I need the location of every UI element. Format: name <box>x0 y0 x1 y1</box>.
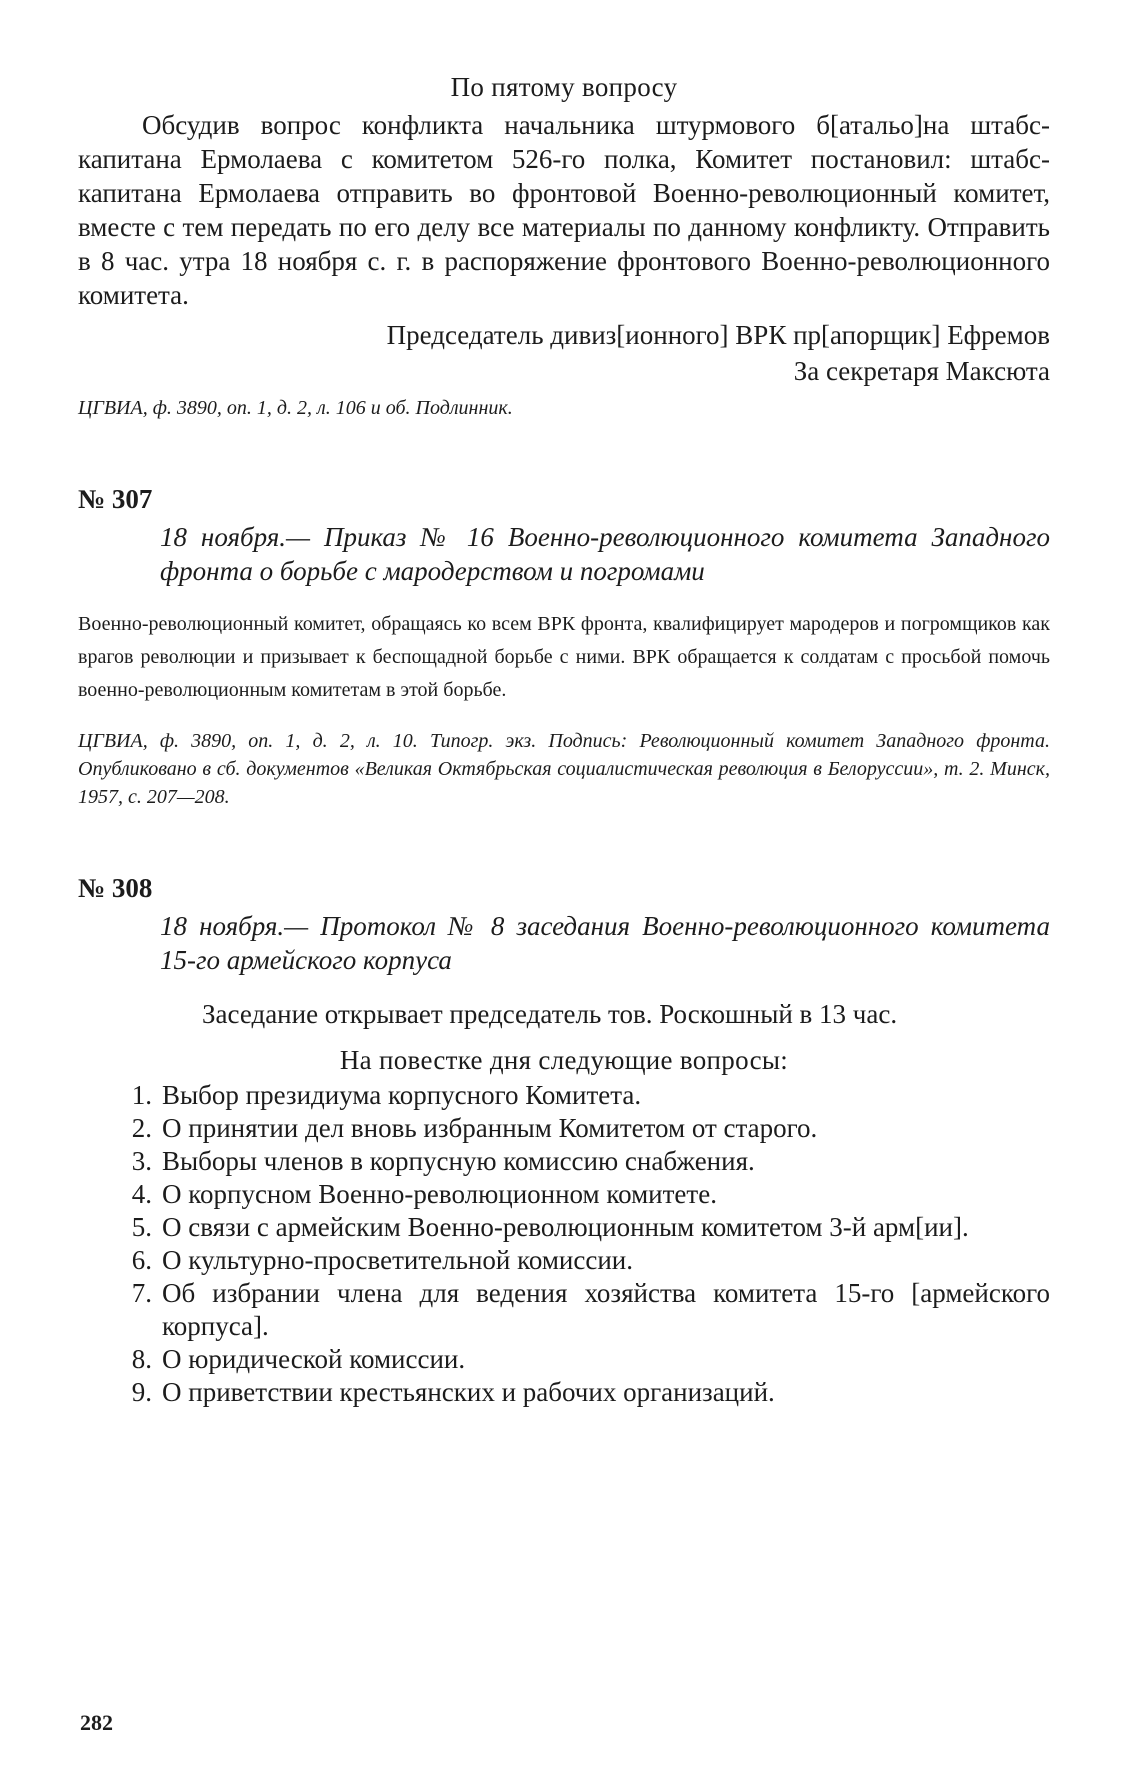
agenda-text: Выборы членов в корпусную комиссию снабжения. <box>162 1146 755 1176</box>
agenda-text: О принятии дел вновь избранным Комитетом от старого. <box>162 1113 818 1143</box>
agenda-number: 3. <box>131 1146 152 1176</box>
agenda-number: 8. <box>131 1344 152 1374</box>
document-heading: 18 ноября.— Протокол № 8 заседания Военно-революционного комитета 15-го армейского корпуса <box>160 911 1050 975</box>
agenda-intro: На повестке дня следующие вопросы: <box>339 1045 789 1075</box>
document-heading: 18 ноября.— Приказ № 16 Военно-революционного комитета Западного фронта о борьбе с мародерством и погромами <box>160 522 1050 586</box>
document-number: № 308 <box>78 873 153 903</box>
agenda-number: 5. <box>131 1212 152 1242</box>
list-item <box>78 1079 1050 1112</box>
agenda-number: 7. <box>131 1278 152 1308</box>
agenda-number: 9. <box>131 1377 152 1407</box>
agenda-number: 4. <box>131 1179 152 1209</box>
page-number: 282 <box>80 1710 113 1735</box>
list-item <box>78 1244 1050 1277</box>
list-item <box>78 1376 1050 1409</box>
agenda-number: 1. <box>131 1080 152 1110</box>
list-item <box>78 1277 1050 1343</box>
agenda-text: О приветствии крестьянских и рабочих организаций. <box>162 1377 775 1407</box>
agenda-number: 2. <box>131 1113 152 1143</box>
archive-source: ЦГВИА, ф. 3890, оп. 1, д. 2, л. 10. Типогр. экз. Подпись: Революционный комитет Западного фронта. Опубликовано в сб. документов «Великая Октябрьская социалистическая революция в Белоруссии», т. 2. Минск, 1957, с. 207—208. <box>78 730 1050 808</box>
document-summary: Военно-революционный комитет, обращаясь ко всем ВРК фронта, квалифицирует мародеров и погромщиков как врагов революции и призывает к беспощадной борьбе с ними. ВРК обращается к солдатам с просьбой помочь военно-революционным комитетам в этой борьбе. <box>78 613 1050 701</box>
section-title: По пятому вопросу <box>450 72 678 102</box>
list-item <box>78 1343 1050 1376</box>
list-item <box>78 1112 1050 1145</box>
document-page <box>78 70 1050 1409</box>
agenda-list <box>78 1079 1050 1409</box>
agenda-text: О корпусном Военно-революционном комитете. <box>162 1179 717 1209</box>
chairman-signature: Председатель дивиз[ионного] ВРК пр[апорщик] Ефремов <box>386 320 1050 350</box>
agenda-text: Выбор президиума корпусного Комитета. <box>162 1080 642 1110</box>
list-item <box>78 1145 1050 1178</box>
meeting-opening: Заседание открывает председатель тов. Роскошный в 13 час. <box>202 999 898 1029</box>
document-number: № 307 <box>78 484 153 514</box>
agenda-text: О юридической комиссии. <box>162 1344 466 1374</box>
list-item <box>78 1178 1050 1211</box>
archive-source: ЦГВИА, ф. 3890, оп. 1, д. 2, л. 106 и об. Подлинник. <box>78 397 513 419</box>
agenda-number: 6. <box>131 1245 152 1275</box>
secretary-signature: За секретаря Максюта <box>793 356 1050 386</box>
document-308 <box>78 871 1050 1409</box>
agenda-text: О культурно-просветительной комиссии. <box>162 1245 633 1275</box>
agenda-text: О связи с армейским Военно-революционным комитетом 3-й арм[ии]. <box>162 1212 969 1242</box>
section-fifth-question <box>78 70 1050 422</box>
list-item <box>78 1211 1050 1244</box>
resolution-paragraph: Обсудив вопрос конфликта начальника штурмового б[атальо]на штабс-капитана Ермолаева с комитетом 526-го полка, Комитет постановил: штабс-капитана Ермолаева отправить во фронтовой Военно-революционный комитет, вместе с тем передать по его делу все материалы по данному конфликту. Отправить в 8 час. утра 18 ноября с. г. в распоряжение фронтового Военно-революционного комитета. <box>78 110 1050 310</box>
document-307 <box>78 482 1050 811</box>
agenda-text: Об избрании члена для ведения хозяйства комитета 15-го [армейского корпуса]. <box>162 1278 1050 1341</box>
